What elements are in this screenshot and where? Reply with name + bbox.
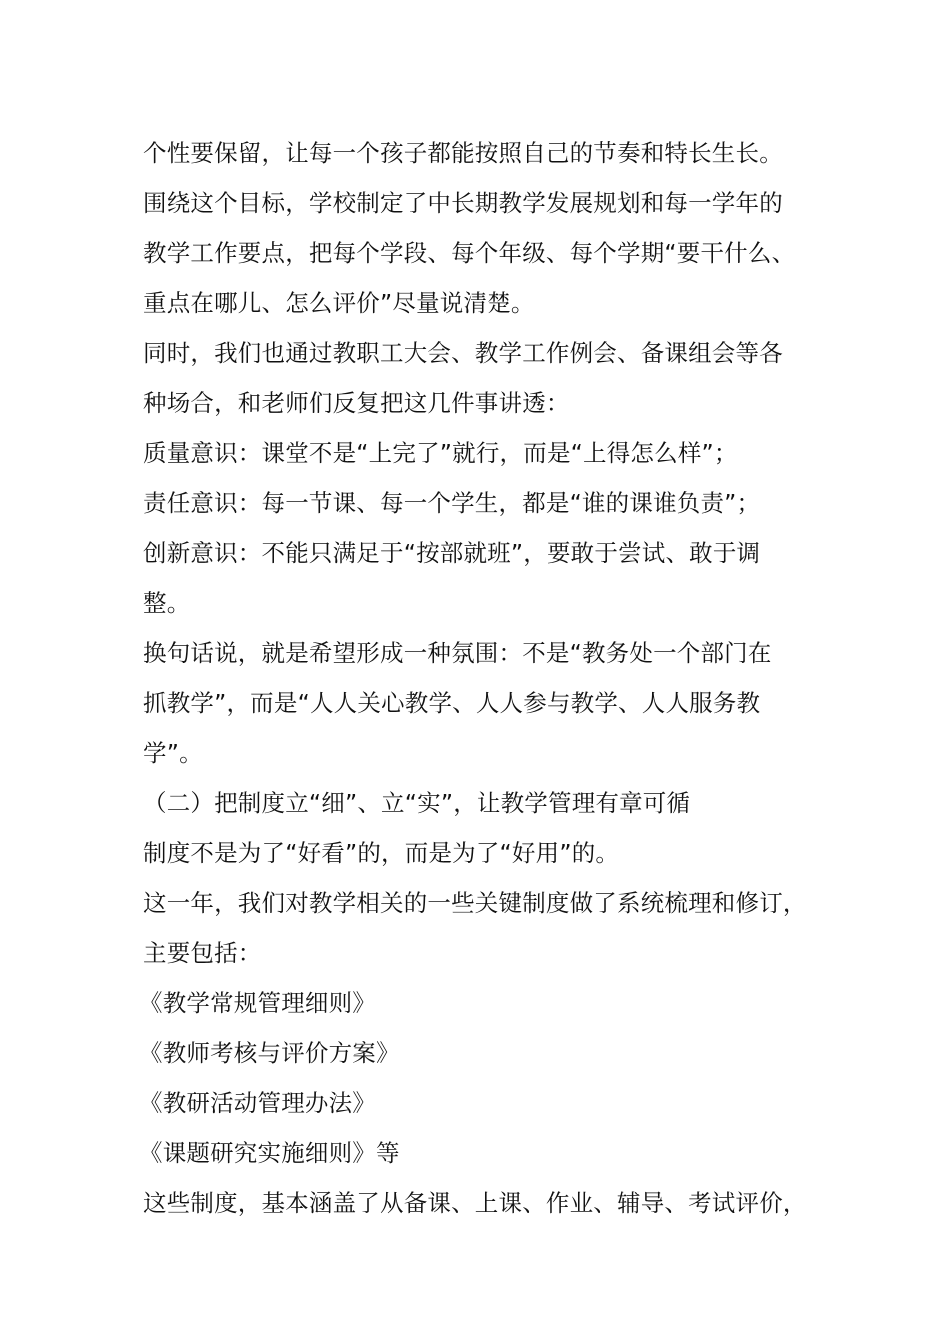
paragraph-line: 教学工作要点，把每个学段、每个年级、每个学期“要干什么、 — [143, 239, 796, 267]
regulation-title: 《教师考核与评价方案》 — [139, 1039, 400, 1067]
paragraph-line: 整。 — [143, 589, 191, 617]
innovation-awareness-line: 创新意识：不能只满足于“按部就班”，要敢于尝试、敢于调 — [143, 539, 761, 567]
paragraph-line: 主要包括： — [143, 939, 262, 967]
regulation-title: 《教研活动管理办法》 — [139, 1089, 376, 1117]
paragraph-line: 这些制度，基本涵盖了从备课、上课、作业、辅导、考试评价， — [143, 1189, 807, 1217]
paragraph-line: 种场合，和老师们反复把这几件事讲透： — [143, 389, 570, 417]
paragraph-line: 制度不是为了“好看”的，而是为了“好用”的。 — [143, 839, 620, 867]
responsibility-awareness-line: 责任意识：每一节课、每一个学生，都是“谁的课谁负责”； — [143, 489, 761, 517]
paragraph-line: 重点在哪儿、怎么评价”尽量说清楚。 — [143, 289, 535, 317]
paragraph-line: 抓教学”，而是“人人关心教学、人人参与教学、人人服务教 — [143, 689, 761, 717]
paragraph-line: 换句话说，就是希望形成一种氛围：不是“教务处一个部门在 — [143, 639, 772, 667]
paragraph-line: 这一年，我们对教学相关的一些关键制度做了系统梳理和修订， — [143, 889, 807, 917]
regulation-title: 《课题研究实施细则》等 — [139, 1139, 400, 1167]
section-heading: （二）把制度立“细”、立“实”，让教学管理有章可循 — [143, 789, 691, 817]
paragraph-line: 个性要保留，让每一个孩子都能按照自己的节奏和特长生长。 — [143, 139, 783, 167]
paragraph-line: 围绕这个目标，学校制定了中长期教学发展规划和每一学年的 — [143, 189, 783, 217]
paragraph-line: 学”。 — [143, 739, 203, 767]
paragraph-line: 同时，我们也通过教职工大会、教学工作例会、备课组会等各 — [143, 339, 783, 367]
document-body — [139, 128, 843, 1228]
quality-awareness-line: 质量意识：课堂不是“上完了”就行，而是“上得怎么样”； — [143, 439, 738, 467]
regulation-title: 《教学常规管理细则》 — [139, 989, 376, 1017]
